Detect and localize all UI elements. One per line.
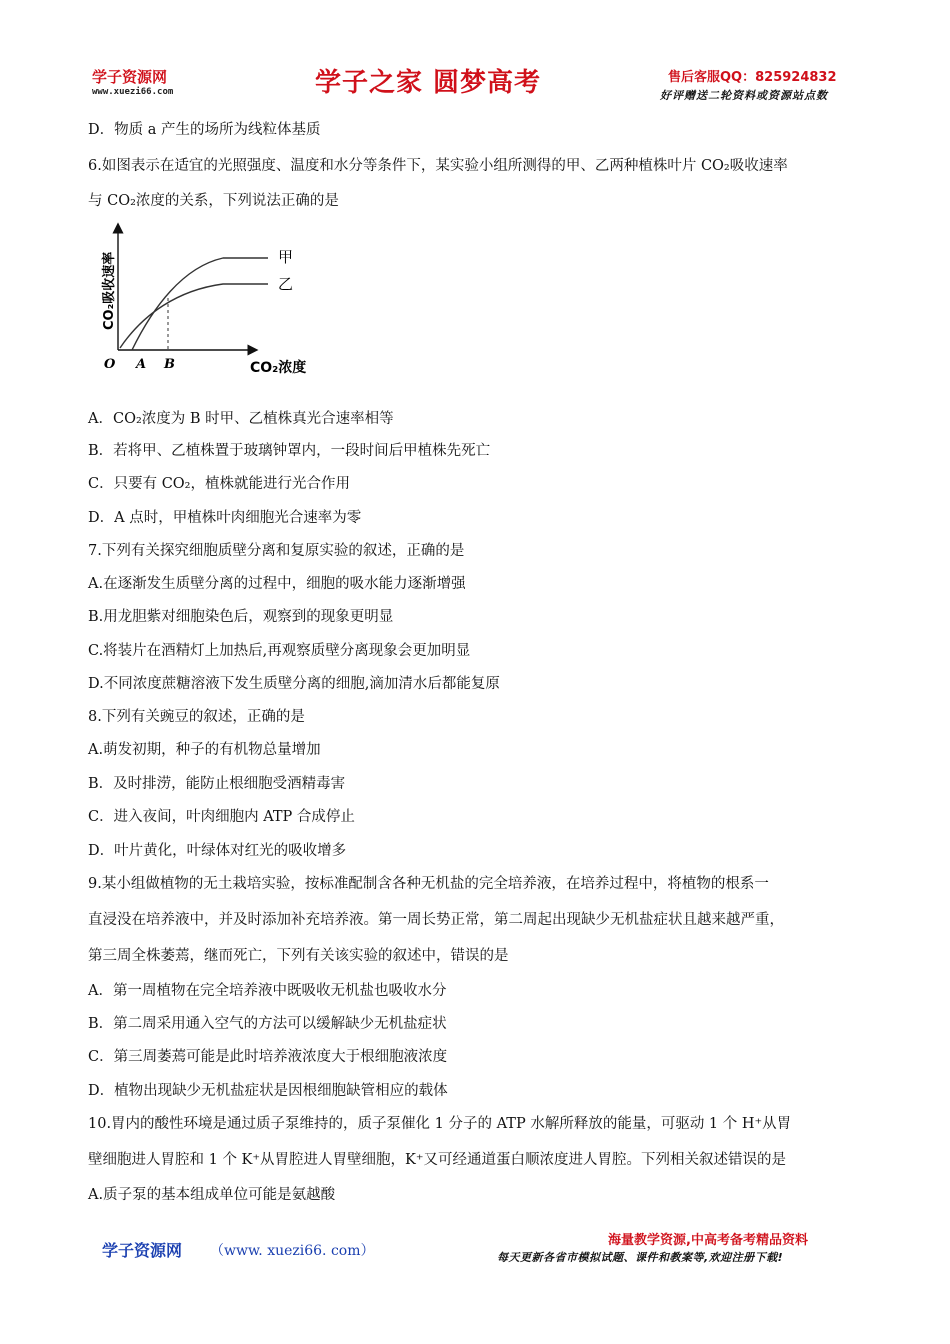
footer-url[interactable]: （www. xuezi66. com） [210, 1243, 375, 1259]
text-line: D．A 点时，甲植株叶肉细胞光合速率为零 [88, 510, 362, 526]
text-line: B．若将甲、乙植株置于玻璃钟罩内，一段时间后甲植株先死亡 [88, 443, 491, 459]
text-line: D.不同浓度蔗糖溶液下发生质壁分离的细胞,滴加清水后都能复原 [88, 676, 500, 692]
text-line: 直浸没在培养液中，并及时添加补充培养液。第一周长势正常，第二周起出现缺少无机盐症状且越来越严重， [88, 912, 784, 928]
tick-a: A [136, 357, 147, 372]
text-line: B.用龙胆紫对细胞染色后，观察到的现象更明显 [88, 609, 394, 625]
text-line: 与 CO₂浓度的关系，下列说法正确的是 [88, 193, 339, 209]
text-line: A.质子泵的基本组成单位可能是氨越酸 [88, 1187, 336, 1203]
text-line: 第三周全株萎蔫，继而死亡，下列有关该实验的叙述中，错误的是 [88, 948, 509, 964]
text-line: A.萌发初期，种子的有机物总量增加 [88, 742, 321, 758]
text-line: 9.某小组做植物的无土栽培实验，按标准配制含各种无机盐的完全培养液，在培养过程中，将植物的根系一 [88, 876, 769, 892]
logo-title: 学子资源网 [92, 68, 168, 86]
text-line: 6.如图表示在适宜的光照强度、温度和水分等条件下，某实验小组所测得的甲、乙两种植株叶片 CO₂吸收速率 [88, 158, 788, 174]
text-line: 壁细胞进人胃腔和 1 个 K⁺从胃腔进人胃壁细胞，K⁺又可经通道蛋白顺浓度进人胃腔。下列相关叙述错误的是 [88, 1152, 787, 1168]
text-line: B．第二周采用通入空气的方法可以缓解缺少无机盐症状 [88, 1016, 447, 1032]
text-line: A．第一周植物在完全培养液中既吸收无机盐也吸收水分 [88, 983, 447, 999]
logo-url: www.xuezi66.com [92, 87, 174, 97]
tick-b: B [164, 357, 175, 372]
slogan: 学子之家 圆梦高考 [315, 68, 542, 98]
promo-text: 好评赠送二轮资料或资源站点数 [660, 89, 828, 102]
series-yi-curve [120, 284, 268, 348]
legend-jia: 甲 [278, 248, 294, 266]
legend-yi: 乙 [278, 275, 294, 293]
text-line: D．叶片黄化，叶绿体对红光的吸收增多 [88, 843, 347, 859]
service-qq: 售后客服QQ：825924832 [668, 70, 837, 85]
text-line: D．植物出现缺少无机盐症状是因根细胞缺管相应的载体 [88, 1083, 448, 1099]
text-line: D．物质 a 产生的场所为线粒体基质 [88, 122, 321, 138]
text-line: C.将装片在酒精灯上加热后,再观察质壁分离现象会更加明显 [88, 643, 471, 659]
footer-tagline-1: 海量教学资源,中高考备考精品资料 [608, 1233, 808, 1248]
series-jia-curve [132, 258, 268, 350]
text-line: B．及时排涝，能防止根细胞受酒精毒害 [88, 776, 346, 792]
x-axis-label: CO₂浓度 [250, 360, 307, 376]
text-line: 8.下列有关豌豆的叙述，正确的是 [88, 709, 305, 725]
text-line: C．只要有 CO₂，植株就能进行光合作用 [88, 476, 350, 492]
footer-tagline-2: 每天更新各省市模拟试题、课件和教案等,欢迎注册下载! [497, 1251, 784, 1264]
text-line: C．第三周萎蔫可能是此时培养液浓度大于根细胞液浓度 [88, 1049, 448, 1065]
text-line: A.在逐渐发生质壁分离的过程中，细胞的吸水能力逐渐增强 [88, 576, 466, 592]
tick-o: O [104, 357, 116, 372]
text-line: 10.胃内的酸性环境是通过质子泵维持的，质子泵催化 1 分子的 ATP 水解所释放的能量，可驱动 1 个 H⁺从胃 [88, 1116, 792, 1132]
y-axis-label: CO₂吸收速率 [102, 251, 117, 330]
co2-chart [98, 222, 338, 382]
text-line: C．进入夜间，叶肉细胞内 ATP 合成停止 [88, 809, 355, 825]
footer-brand: 学子资源网 [102, 1241, 183, 1260]
text-line: A．CO₂浓度为 B 时甲、乙植株真光合速率相等 [88, 411, 394, 427]
text-line: 7.下列有关探究细胞质壁分离和复原实验的叙述，正确的是 [88, 543, 465, 559]
